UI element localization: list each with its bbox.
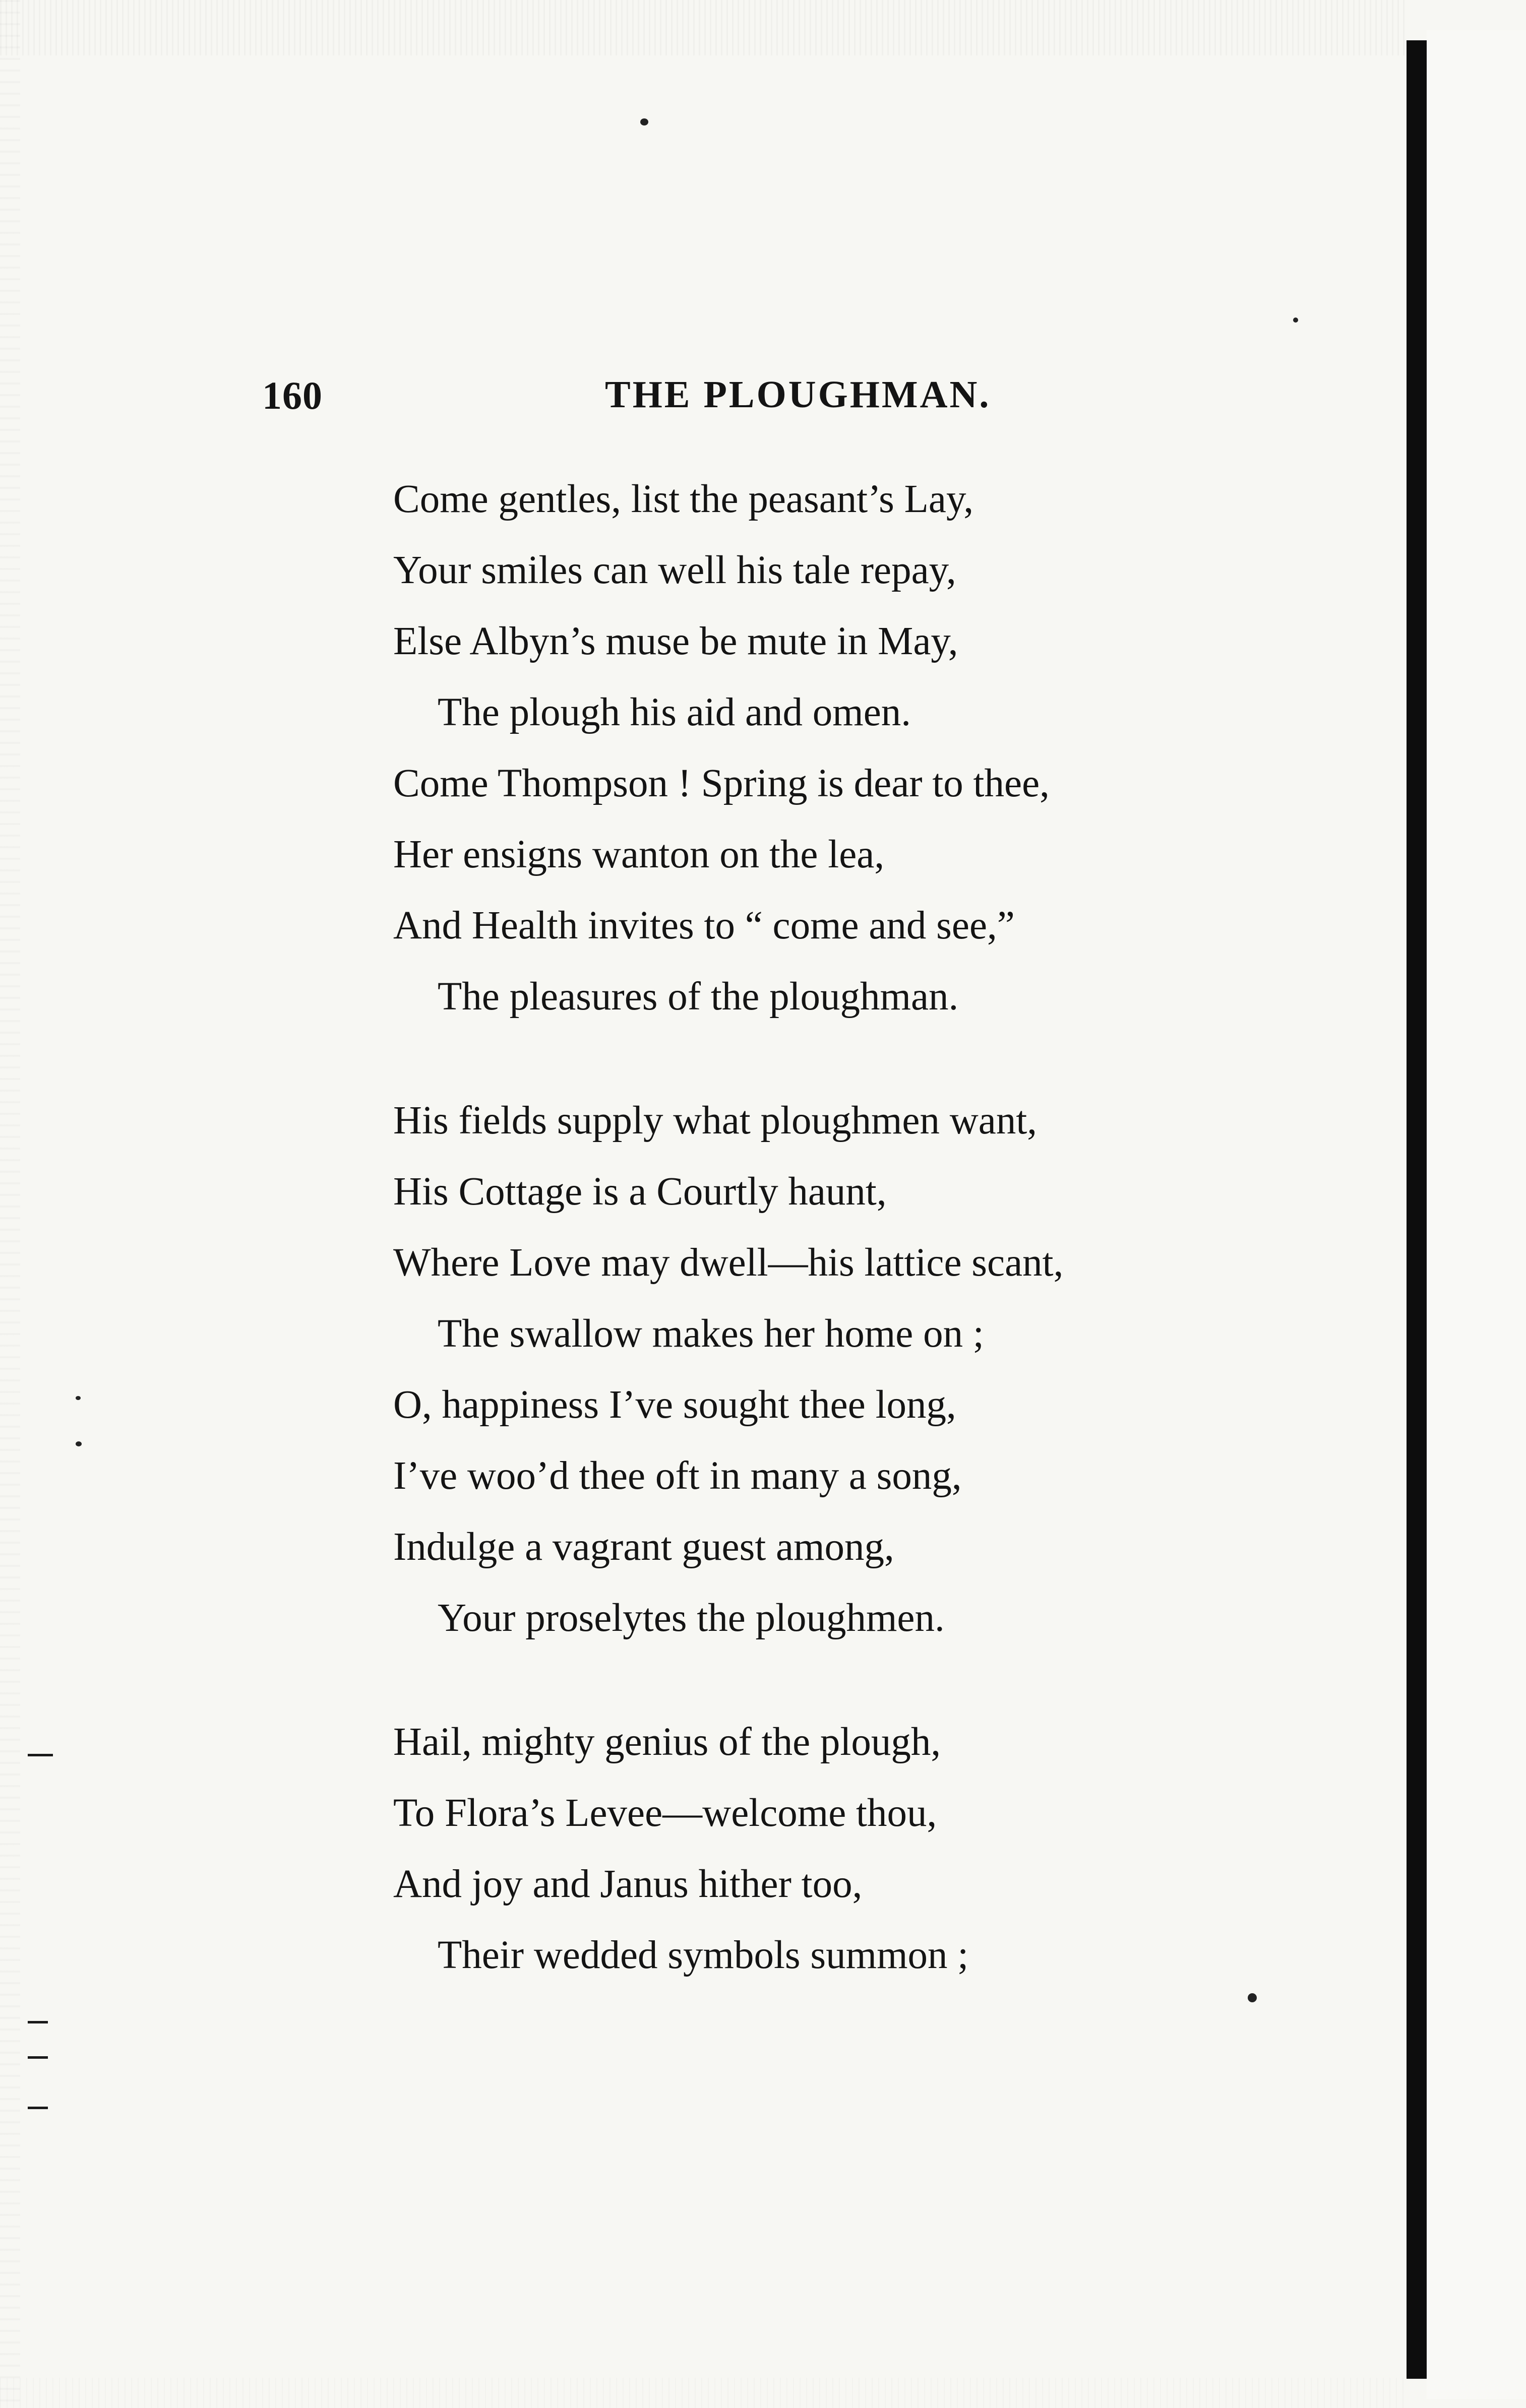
- poem-line: His Cottage is a Courtly haunt,: [393, 1170, 887, 1214]
- running-title: THE PLOUGHMAN.: [605, 373, 991, 416]
- poem-line: His fields supply what ploughmen want,: [393, 1099, 1037, 1143]
- poem-line: Come gentles, list the peasant’s Lay,: [393, 477, 974, 521]
- poem-line: The swallow makes her home on ;: [438, 1312, 984, 1356]
- poem-line: Your proselytes the ploughmen.: [438, 1596, 945, 1640]
- poem-line: Else Albyn’s muse be mute in May,: [393, 619, 958, 663]
- scan-noise-left: [0, 0, 20, 2408]
- page-number: 160: [262, 373, 323, 417]
- stanza: [393, 464, 1301, 1032]
- facing-page-edge: [1427, 30, 1526, 2399]
- poem-line: Her ensigns wanton on the lea,: [393, 833, 885, 876]
- poem-line: Hail, mighty genius of the plough,: [393, 1720, 941, 1764]
- stanza: [393, 1706, 1301, 1991]
- poem-line: Their wedded symbols summon ;: [438, 1933, 969, 1977]
- margin-mark: [28, 1754, 53, 1756]
- poem-line: O, happiness I’ve sought thee long,: [393, 1383, 956, 1427]
- binding-shadow: [1407, 40, 1427, 2379]
- running-head: [262, 373, 1220, 428]
- poem-line: The pleasures of the ploughman.: [438, 975, 959, 1019]
- poem-line: The plough his aid and omen.: [438, 690, 911, 734]
- poem-line: And joy and Janus hither too,: [393, 1862, 863, 1906]
- scan-noise-bottom: [0, 2378, 1407, 2408]
- poem-line: Come Thompson ! Spring is dear to thee,: [393, 762, 1050, 805]
- poem-line: Indulge a vagrant guest among,: [393, 1525, 894, 1569]
- poem-line: And Health invites to “ come and see,”: [393, 904, 1015, 947]
- stanza: [393, 1085, 1301, 1654]
- scan-noise-top: [0, 0, 1407, 55]
- poem-line: Your smiles can well his tale repay,: [393, 548, 956, 592]
- margin-mark: [28, 2056, 48, 2059]
- poem-line: Where Love may dwell—his lattice scant,: [393, 1241, 1064, 1285]
- margin-mark: [28, 2021, 48, 2023]
- ink-speck: [76, 1396, 81, 1400]
- ink-speck: [1293, 318, 1298, 323]
- margin-mark: [28, 2107, 48, 2109]
- poem-line: To Flora’s Levee—welcome thou,: [393, 1791, 937, 1835]
- poem-line: I’ve woo’d thee oft in many a song,: [393, 1454, 962, 1498]
- poem-body: [393, 464, 1301, 2044]
- ink-speck: [640, 118, 648, 125]
- ink-speck: [76, 1441, 82, 1446]
